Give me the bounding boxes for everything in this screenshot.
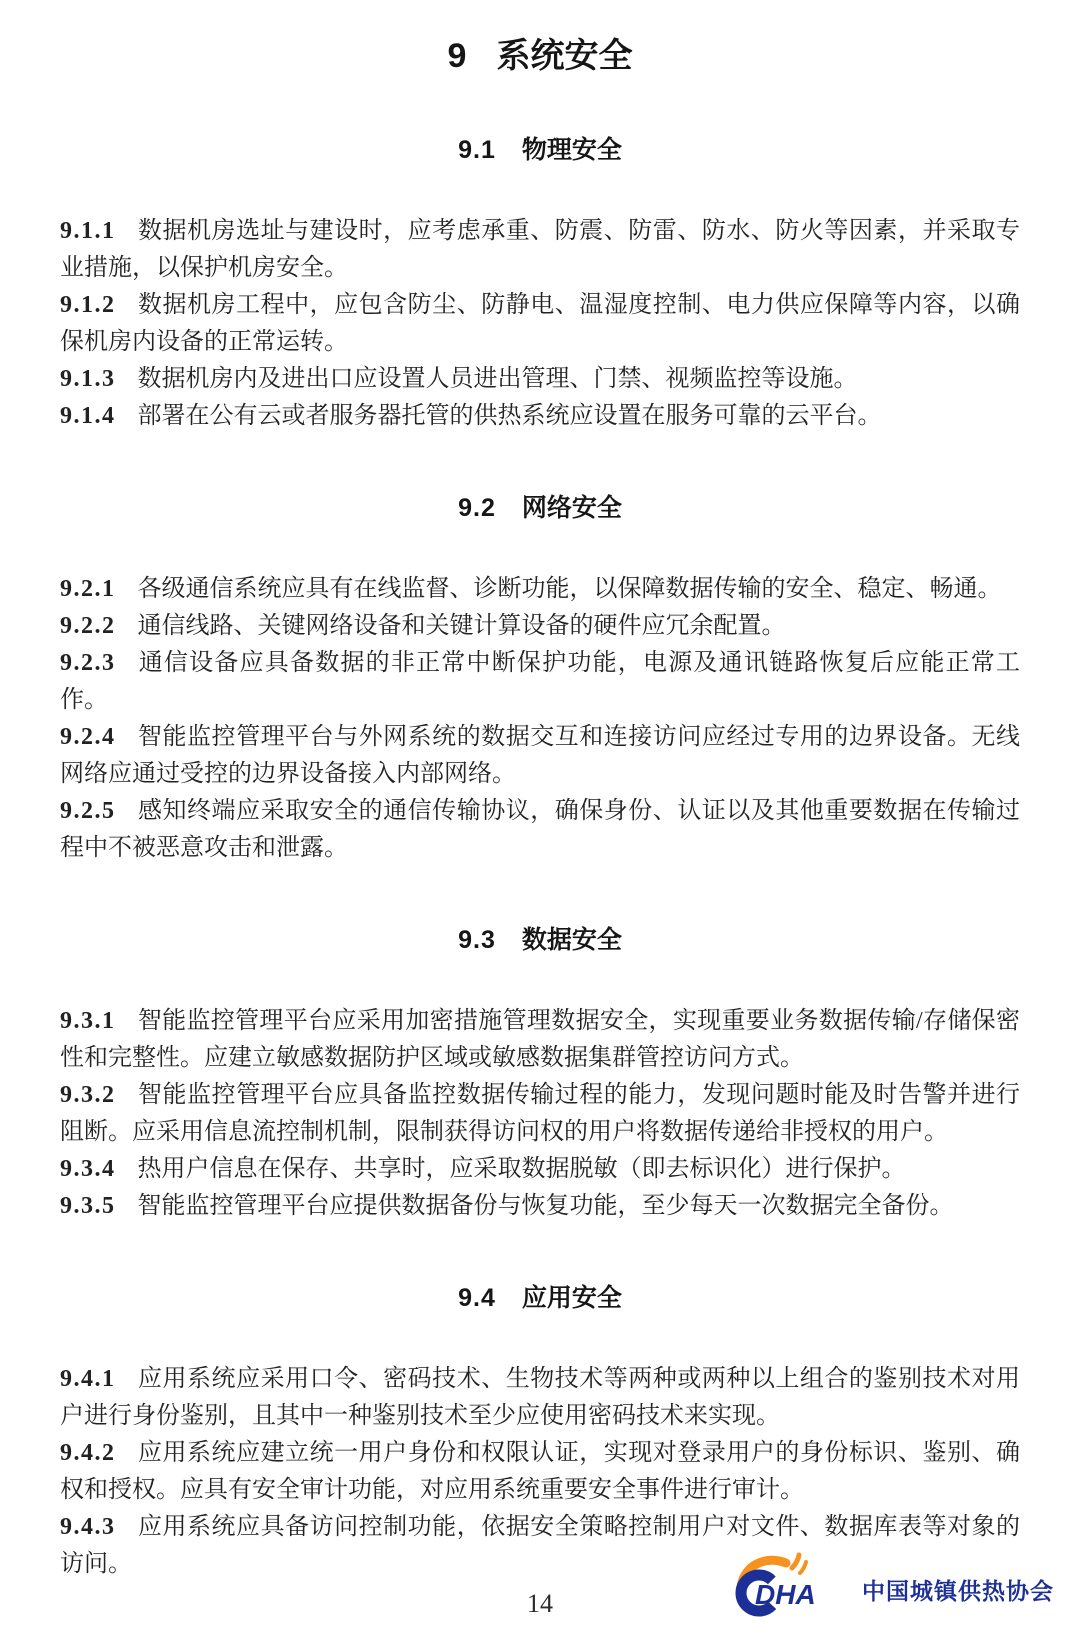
clause-text: 智能监控管理平台应具备监控数据传输过程的能力，发现问题时能及时告警并进行阻断。应采用信息流控制机制，限制获得访问权的用户将数据传递给非授权的用户。 <box>60 1082 1020 1145</box>
dha-logo-icon <box>734 1551 852 1617</box>
section-number: 9.1 <box>458 136 496 164</box>
clause-text: 数据机房工程中，应包含防尘、防静电、温湿度控制、电力供应保障等内容，以确保机房内设备的正常运转。 <box>60 292 1020 355</box>
section-title: 网络安全 <box>521 494 622 522</box>
section-title: 应用安全 <box>521 1284 622 1312</box>
association-name: 中国城镇供热协会 <box>862 1577 1054 1604</box>
clause-9-1-2 <box>60 287 1020 361</box>
clause-number: 9.3.2 <box>60 1082 116 1108</box>
section-number: 9.4 <box>458 1284 496 1312</box>
section-heading-9-4 <box>60 1283 1020 1313</box>
clause-number: 9.2.3 <box>60 650 116 676</box>
clause-9-1-3 <box>60 361 1020 398</box>
clause-9-2-5 <box>60 793 1020 867</box>
logo-swoosh-tick-1 <box>792 1555 799 1568</box>
clause-text: 应用系统应具备访问控制功能，依据安全策略控制用户对文件、数据库表等对象的访问。 <box>60 1514 1020 1577</box>
section-number: 9.2 <box>458 494 496 522</box>
clause-text: 应用系统应建立统一用户身份和权限认证，实现对登录用户的身份标识、鉴别、确权和授权。应具有安全审计功能，对应用系统重要安全事件进行审计。 <box>60 1440 1020 1503</box>
clause-text: 部署在公有云或者服务器托管的供热系统应设置在服务可靠的云平台。 <box>137 403 882 429</box>
clause-9-2-3 <box>60 645 1020 719</box>
clause-9-2-2 <box>60 608 1020 645</box>
clause-text: 通信设备应具备数据的非正常中断保护功能，电源及通讯链路恢复后应能正常工作。 <box>60 650 1020 713</box>
clause-9-4-1 <box>60 1361 1020 1435</box>
clause-text: 智能监控管理平台应提供数据备份与恢复功能，至少每天一次数据完全备份。 <box>137 1193 954 1219</box>
clause-text: 数据机房选址与建设时，应考虑承重、防震、防雷、防水、防火等因素，并采取专业措施，以保护机房安全。 <box>60 218 1020 281</box>
clause-number: 9.3.5 <box>60 1193 116 1219</box>
page-number: 14 <box>527 1589 553 1618</box>
chapter-number: 9 <box>447 37 467 75</box>
clause-9-3-5 <box>60 1188 1020 1225</box>
clause-text: 智能监控管理平台与外网系统的数据交互和连接访问应经过专用的边界设备。无线网络应通过受控的边界设备接入内部网络。 <box>60 724 1020 787</box>
clause-text: 通信线路、关键网络设备和关键计算设备的硬件应冗余配置。 <box>137 613 786 639</box>
section-number: 9.3 <box>458 926 496 954</box>
section-heading-9-2 <box>60 493 1020 523</box>
clause-text: 热用户信息在保存、共享时，应采取数据脱敏（即去标识化）进行保护。 <box>137 1156 906 1182</box>
clause-9-3-1 <box>60 1003 1020 1077</box>
clause-9-2-4 <box>60 719 1020 793</box>
clause-number: 9.4.2 <box>60 1440 116 1466</box>
clause-9-1-4 <box>60 398 1020 435</box>
clause-9-4-2 <box>60 1435 1020 1509</box>
section-title: 数据安全 <box>521 926 622 954</box>
section-heading-9-1 <box>60 135 1020 165</box>
clause-9-3-2 <box>60 1077 1020 1151</box>
clause-text: 智能监控管理平台应采用加密措施管理数据安全，实现重要业务数据传输/存储保密性和完整性。应建立敏感数据防护区域或敏感数据集群管控访问方式。 <box>60 1008 1020 1071</box>
clause-number: 9.4.3 <box>60 1514 116 1540</box>
clause-number: 9.1.2 <box>60 292 116 318</box>
clause-number: 9.2.2 <box>60 613 116 639</box>
clause-text: 各级通信系统应具有在线监督、诊断功能，以保障数据传输的安全、稳定、畅通。 <box>137 576 1002 602</box>
clause-number: 9.4.1 <box>60 1366 116 1392</box>
section-heading-9-3 <box>60 925 1020 955</box>
clause-number: 9.1.3 <box>60 366 116 392</box>
logo-abbr: DHA <box>755 1579 816 1610</box>
clause-number: 9.3.4 <box>60 1156 116 1182</box>
clause-number: 9.1.4 <box>60 403 116 429</box>
page-title <box>60 35 1020 77</box>
clause-number: 9.1.1 <box>60 218 116 244</box>
section-title: 物理安全 <box>521 136 622 164</box>
association-logo <box>734 1551 1054 1617</box>
clause-9-2-1 <box>60 571 1020 608</box>
clause-number: 9.2.1 <box>60 576 116 602</box>
clause-text: 应用系统应采用口令、密码技术、生物技术等两种或两种以上组合的鉴别技术对用户进行身份鉴别，且其中一种鉴别技术至少应使用密码技术来实现。 <box>60 1366 1020 1429</box>
clause-number: 9.2.5 <box>60 798 116 824</box>
clause-9-1-1 <box>60 213 1020 287</box>
clause-number: 9.3.1 <box>60 1008 116 1034</box>
clause-number: 9.2.4 <box>60 724 116 750</box>
chapter-title: 系统安全 <box>496 37 633 75</box>
clause-text: 数据机房内及进出口应设置人员进出管理、门禁、视频监控等设施。 <box>137 366 858 392</box>
clause-text: 感知终端应采取安全的通信传输协议，确保身份、认证以及其他重要数据在传输过程中不被恶意攻击和泄露。 <box>60 798 1020 861</box>
logo-swoosh-tick-2 <box>800 1562 806 1573</box>
clause-9-3-4 <box>60 1151 1020 1188</box>
